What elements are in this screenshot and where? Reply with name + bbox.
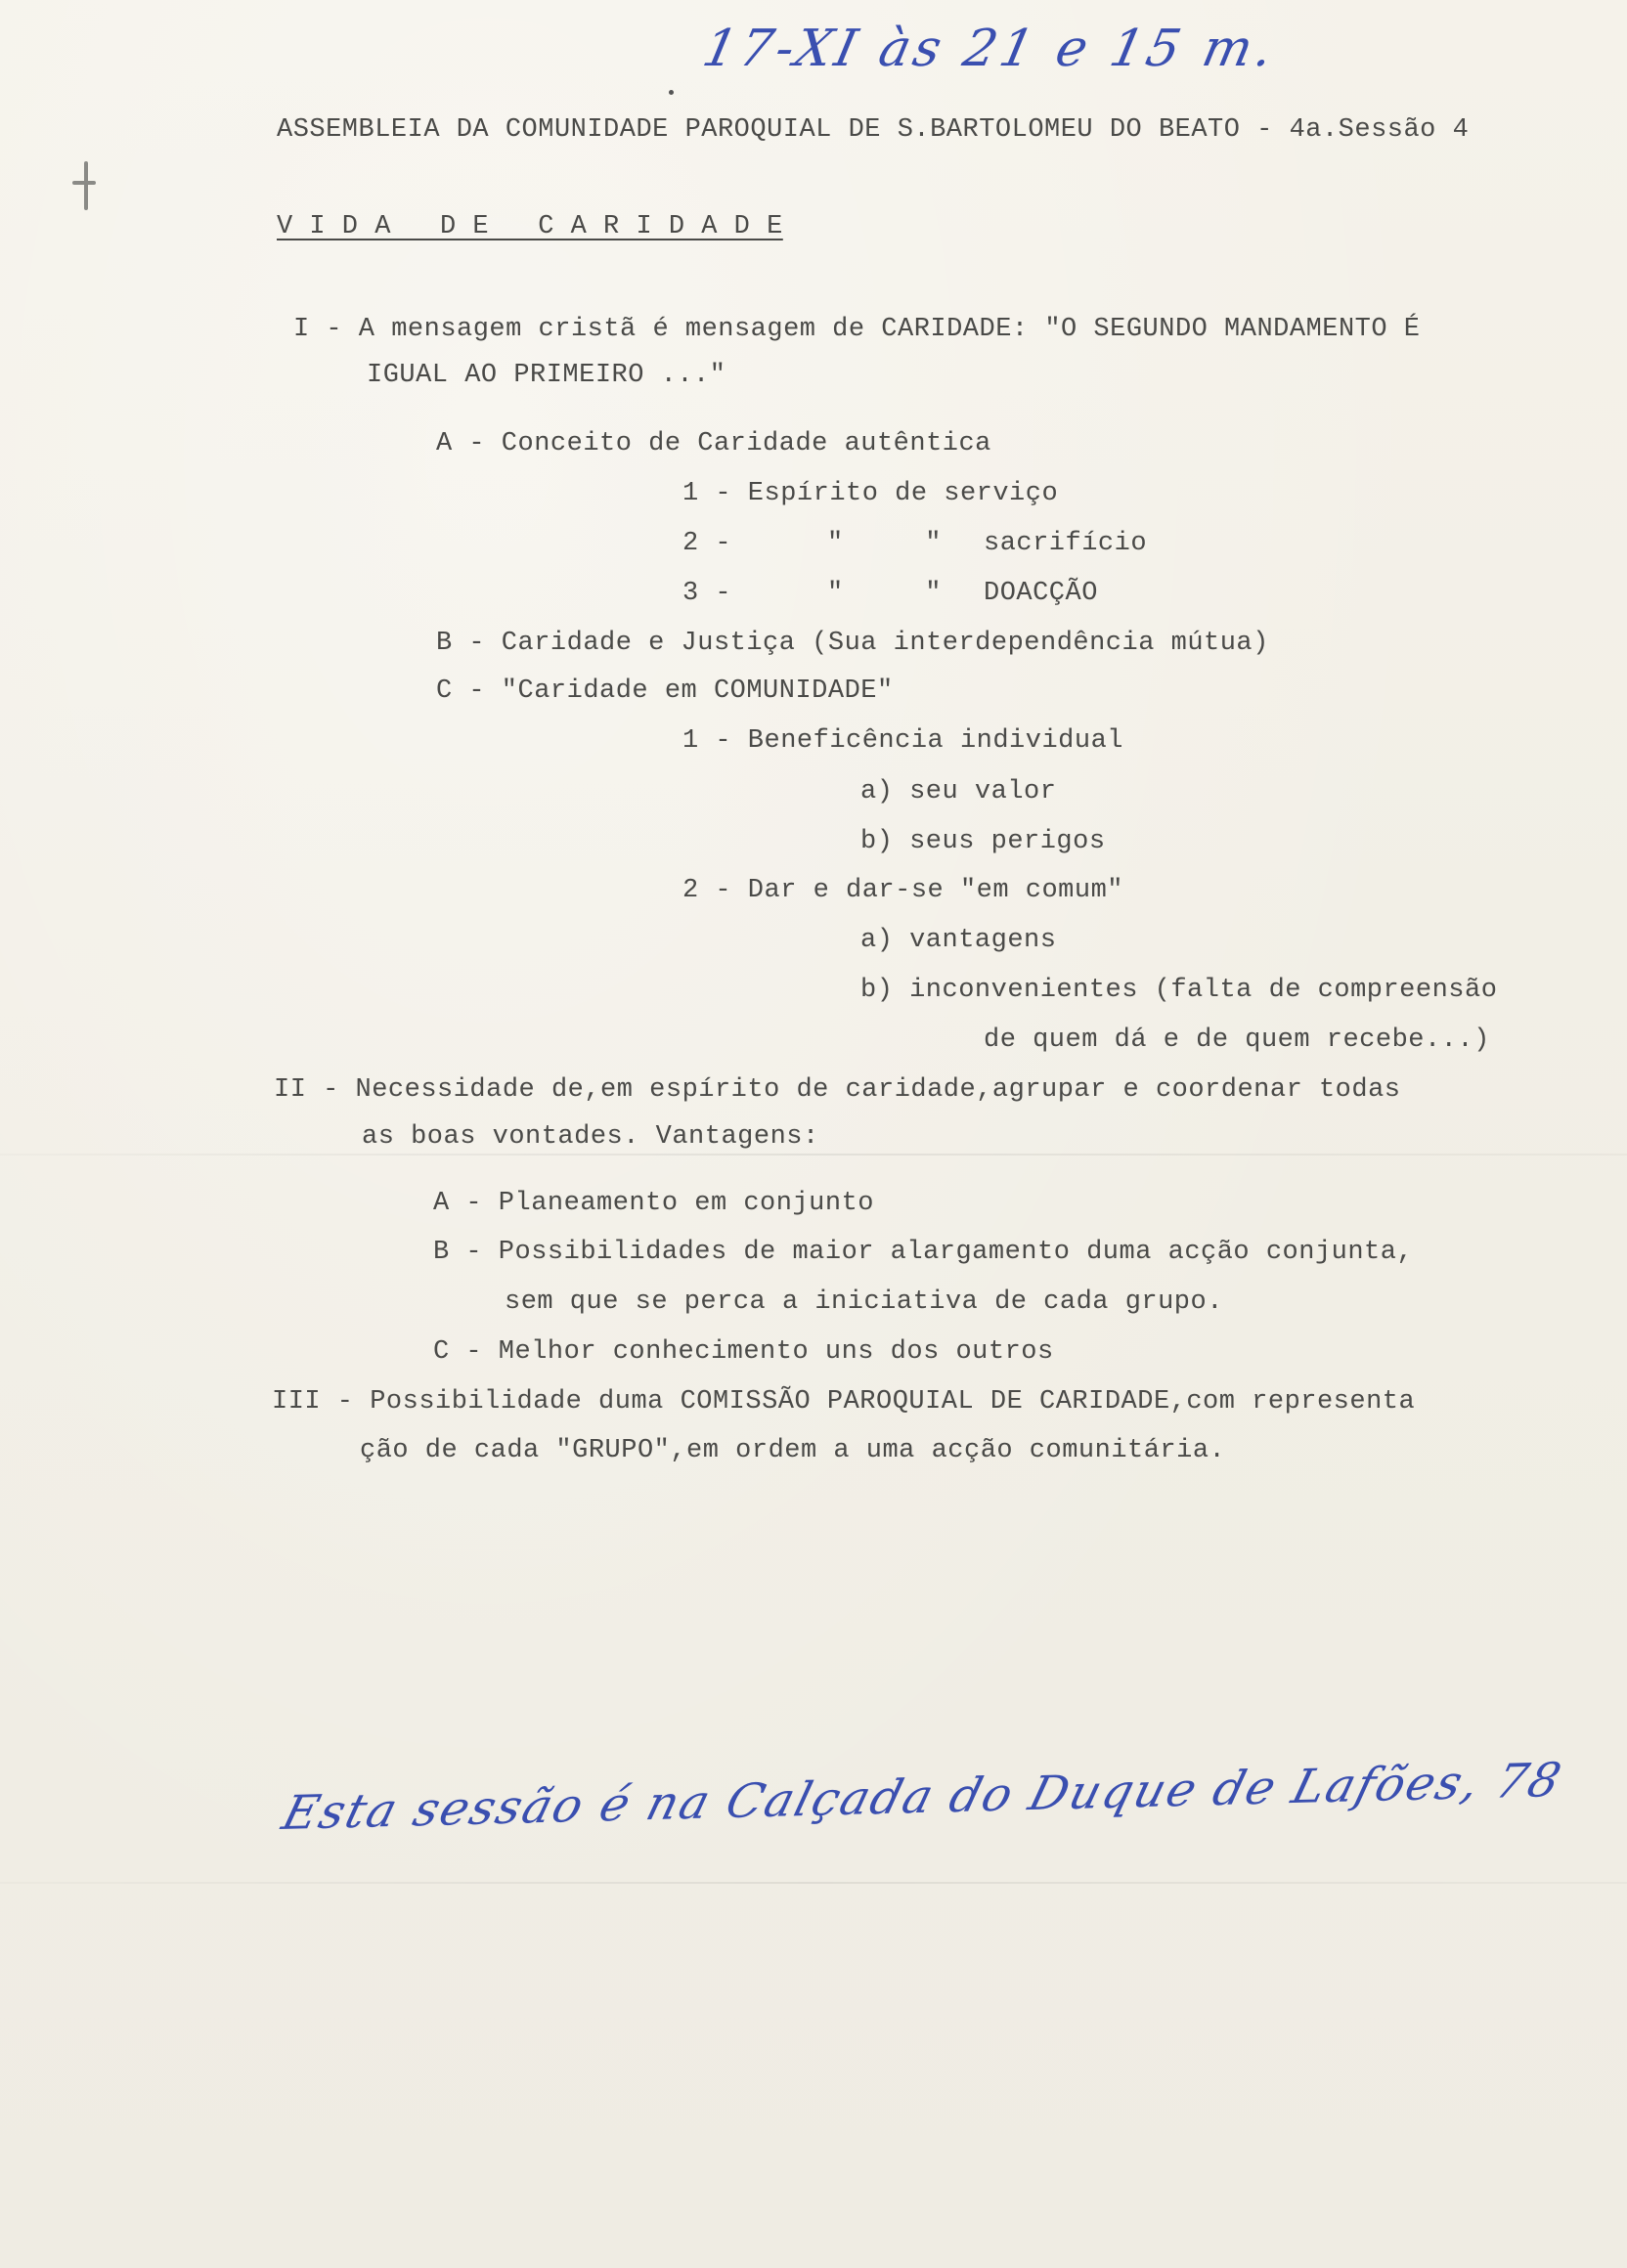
section-i-item-c1: 1 - Beneficência individual: [682, 726, 1123, 756]
section-i-item-c2a: a) vantagens: [860, 926, 1057, 955]
section-i-item-a2-ditto: " ": [827, 529, 942, 558]
section-i-item-c2b-continued: de quem dá e de quem recebe...): [984, 1025, 1490, 1055]
ink-dot: [669, 90, 674, 95]
section-i-item-a2-number: 2 -: [682, 529, 732, 558]
document-title: V I D A D E C A R I D A D E: [277, 212, 783, 241]
paper-fold: [0, 1882, 1627, 1884]
paper-fold: [0, 1154, 1627, 1156]
section-ii-item-b-line-2: sem que se perca a iniciativa de cada grupo.: [505, 1287, 1223, 1317]
section-i-line-2: IGUAL AO PRIMEIRO ...": [367, 361, 726, 390]
section-i-item-b: B - Caridade e Justiça (Sua interdependência mútua): [436, 629, 1269, 658]
section-i-item-a2-text: sacrifício: [984, 529, 1148, 558]
section-i-item-a3-number: 3 -: [682, 579, 732, 608]
handwritten-date-note: 17-XI às 21 e 15 m.: [697, 20, 1283, 78]
document-header: ASSEMBLEIA DA COMUNIDADE PAROQUIAL DE S.BARTOLOMEU DO BEATO - 4a.Sessão 4: [277, 115, 1470, 145]
section-i-item-a3-text: DOACÇÃO: [984, 579, 1098, 608]
section-i-item-c: C - "Caridade em COMUNIDADE": [436, 676, 894, 706]
section-ii-item-a: A - Planeamento em conjunto: [433, 1189, 874, 1218]
section-i-item-c2: 2 - Dar e dar-se "em comum": [682, 876, 1123, 905]
section-i-item-a3-ditto: " ": [827, 579, 942, 608]
section-i-item-c2b: b) inconvenientes (falta de compreensão: [860, 976, 1498, 1005]
section-i-item-a: A - Conceito de Caridade autêntica: [436, 429, 991, 458]
section-i-item-c1a: a) seu valor: [860, 777, 1057, 807]
handwritten-location-note: Esta sessão é na Calçada do Duque de Lafões, 78: [277, 1753, 1568, 1841]
section-iii-line-1: III - Possibilidade duma COMISSÃO PAROQUIAL DE CARIDADE,com representa: [272, 1387, 1416, 1417]
section-i-item-a1: 1 - Espírito de serviço: [682, 479, 1059, 508]
section-ii-line-2: as boas vontades. Vantagens:: [362, 1122, 819, 1152]
margin-mark-icon: [68, 161, 98, 210]
section-i-line-1: I - A mensagem cristã é mensagem de CARIDADE: "O SEGUNDO MANDAMENTO É: [293, 315, 1421, 344]
section-i-item-c1b: b) seus perigos: [860, 827, 1106, 856]
section-ii-item-b-line-1: B - Possibilidades de maior alargamento duma acção conjunta,: [433, 1238, 1414, 1267]
section-ii-item-c: C - Melhor conhecimento uns dos outros: [433, 1337, 1054, 1367]
section-ii-line-1: II - Necessidade de,em espírito de caridade,agrupar e coordenar todas: [274, 1075, 1401, 1105]
section-iii-line-2: ção de cada "GRUPO",em ordem a uma acção comunitária.: [360, 1436, 1226, 1465]
